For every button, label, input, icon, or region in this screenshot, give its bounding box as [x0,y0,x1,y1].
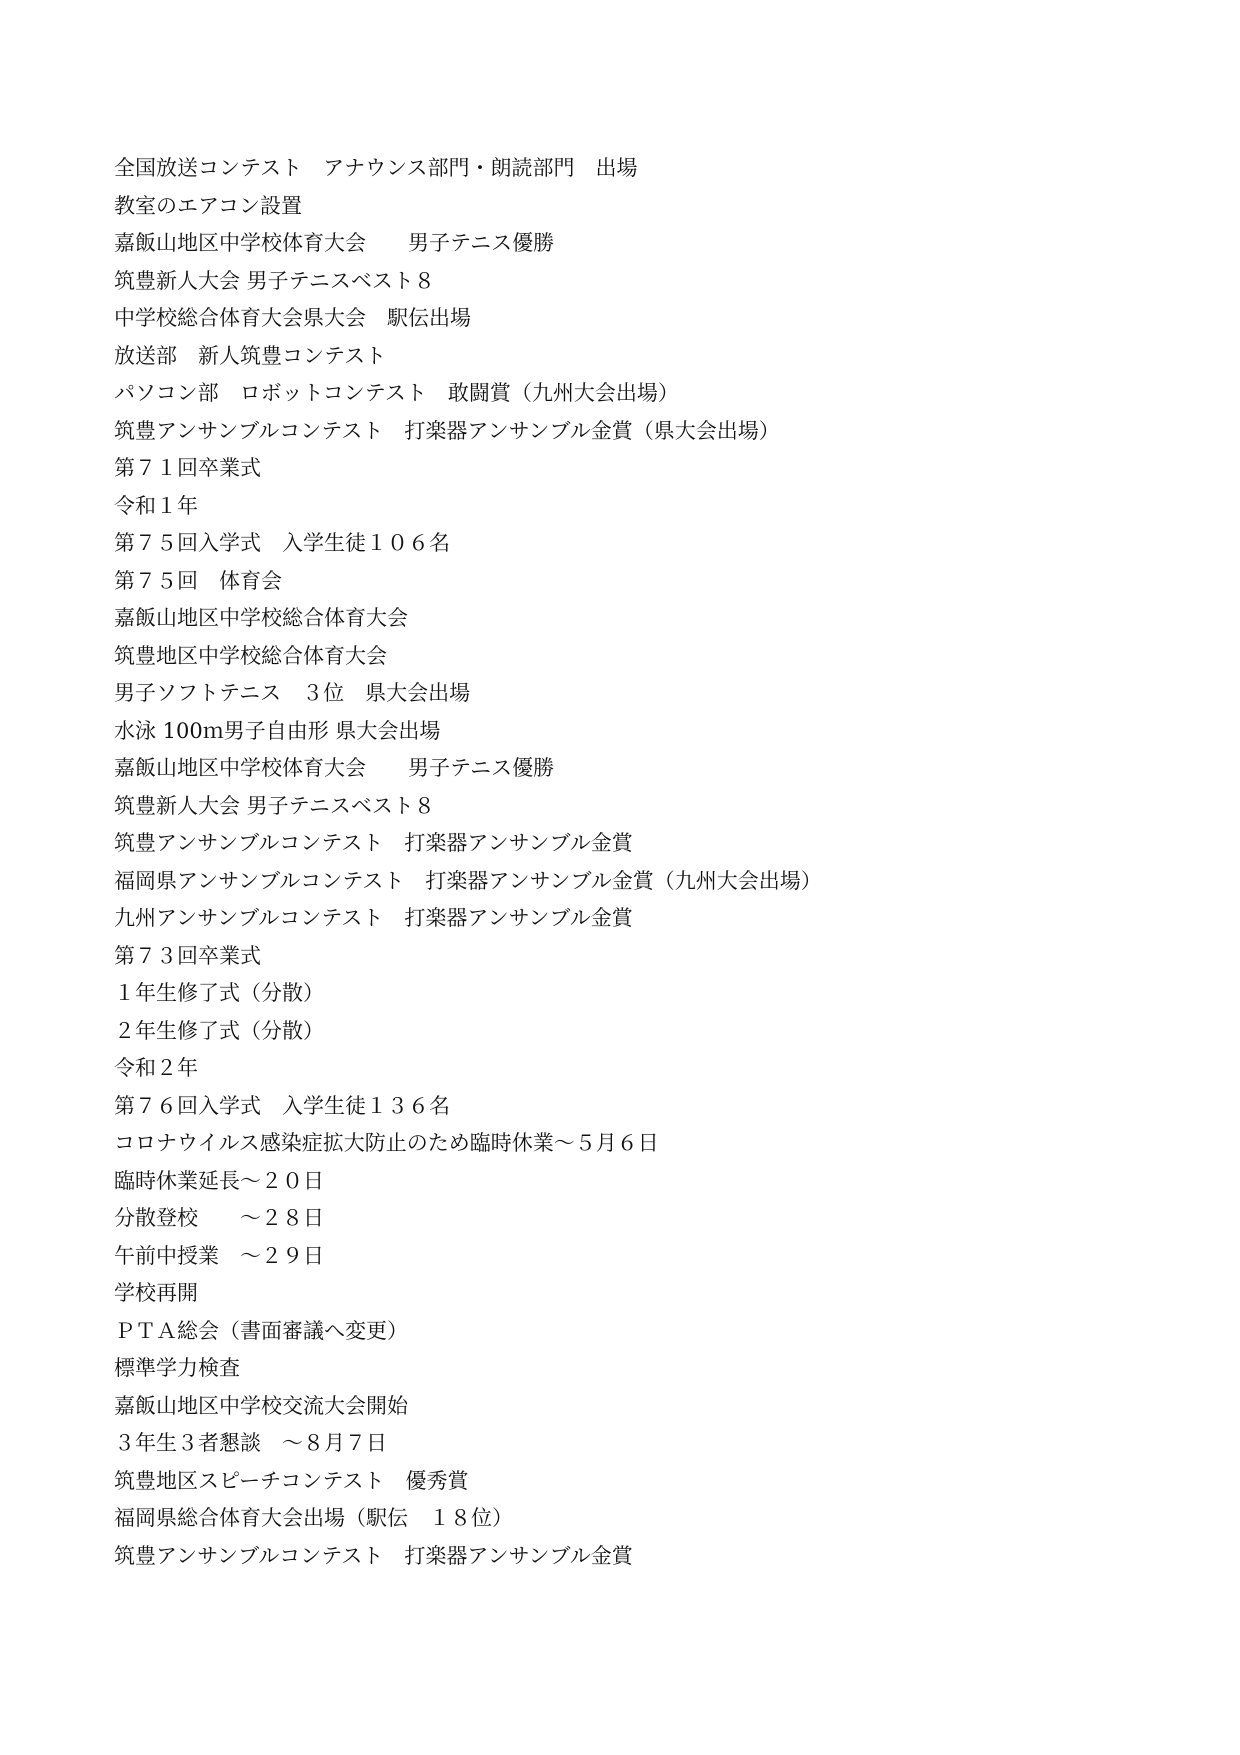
text-line: 嘉飯山地区中学校総合体育大会 [114,606,408,630]
text-line: 午前中授業 ～２９日 [114,1243,324,1268]
text-line: 筑豊新人大会 男子テニスベスト８ [114,268,435,293]
text-line: 学校再開 [114,1281,198,1305]
text-line: 放送部 新人筑豊コンテスト [114,343,387,368]
text-line: 嘉飯山地区中学校交流大会開始 [114,1393,408,1418]
text-line: 水泳 100ｍ男子自由形 県大会出場 [114,718,441,743]
text-line: 中学校総合体育大会県大会 駅伝出場 [114,306,471,330]
text-line: 福岡県アンサンブルコンテスト 打楽器アンサンブル金賞（九州大会出場） [114,868,822,893]
text-line: 標準学力検査 [114,1356,240,1380]
text-line: 第７３回卒業式 [114,943,261,968]
text-line: 筑豊アンサンブルコンテスト 打楽器アンサンブル金賞 [114,1543,633,1568]
text-line: パソコン部 ロボットコンテスト 敢闘賞（九州大会出場） [114,381,679,405]
text-line: 嘉飯山地区中学校体育大会 男子テニス優勝 [114,231,555,255]
text-line: 嘉飯山地区中学校体育大会 男子テニス優勝 [114,756,555,780]
text-line: 筑豊新人大会 男子テニスベスト８ [114,793,435,818]
text-line: 分散登校 ～２８日 [114,1206,324,1230]
text-line: １年生修了式（分散） [114,981,324,1005]
text-line: 臨時休業延長～２０日 [114,1168,324,1193]
text-line: 福岡県総合体育大会出場（駅伝 １８位） [114,1506,513,1530]
text-line: 九州アンサンブルコンテスト 打楽器アンサンブル金賞 [114,906,633,930]
text-line: ３年生３者懇談 ～８月７日 [114,1431,387,1455]
text-line: 全国放送コンテスト アナウンス部門・朗読部門 出場 [114,156,638,180]
text-line: 第７１回卒業式 [114,456,261,480]
text-line: 筑豊地区スピーチコンテスト 優秀賞 [114,1468,469,1493]
text-line: コロナウイルス感染症拡大防止のため臨時休業～５月６日 [114,1131,659,1155]
text-line: ２年生修了式（分散） [114,1018,324,1043]
text-line: 男子ソフトテニス ３位 県大会出場 [114,681,471,705]
text-line: 筑豊アンサンブルコンテスト 打楽器アンサンブル金賞（県大会出場） [114,418,780,443]
text-line: 令和１年 [114,493,198,518]
text-lines [114,150,1134,1575]
text-line: 筑豊アンサンブルコンテスト 打楽器アンサンブル金賞 [114,831,633,855]
text-line: 第７６回入学式 入学生徒１３６名 [114,1093,450,1118]
text-line: 教室のエアコン設置 [114,193,302,218]
text-line: 令和２年 [114,1056,198,1080]
text-line: 筑豊地区中学校総合体育大会 [114,643,387,668]
text-line: 第７５回 体育会 [114,568,282,593]
text-line: ＰＴＡ総会（書面審議へ変更） [114,1318,408,1343]
text-line: 第７５回入学式 入学生徒１０６名 [114,531,450,555]
